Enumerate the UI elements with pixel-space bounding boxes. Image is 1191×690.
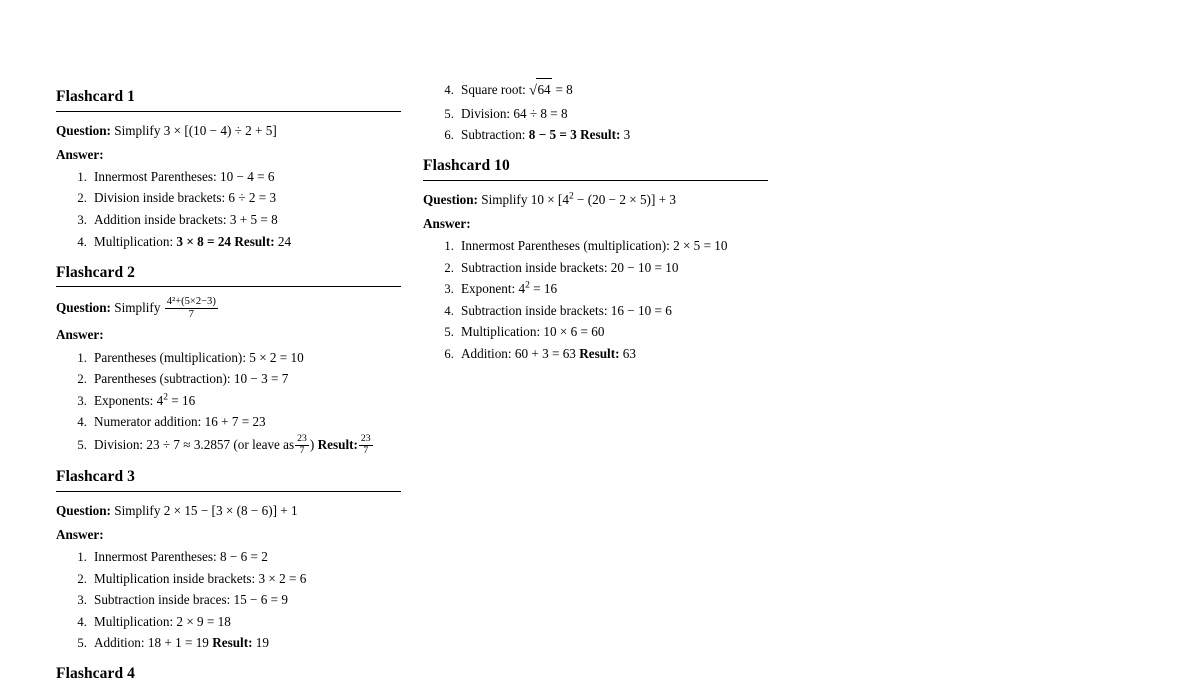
step-label: Division inside brackets:: [94, 190, 226, 206]
step-item: [457, 344, 768, 364]
step-expression: 3 × 8 = 24: [176, 233, 232, 249]
step-expression: 6 ÷ 2 = 3: [228, 190, 277, 206]
flashcard-3-steps: [56, 547, 401, 653]
result-label: Result:: [317, 436, 358, 452]
step-label: Addition inside brackets:: [94, 212, 227, 227]
right-column: [423, 0, 768, 376]
fraction-numerator: 4²+(5×2−3): [166, 296, 216, 308]
step-label: Multiplication inside brackets:: [94, 570, 256, 586]
question-expression: [531, 192, 676, 207]
step-expression: 60 + 3 = 63: [514, 346, 576, 362]
flashcard-10-steps: [423, 236, 768, 364]
step-item: [90, 590, 401, 610]
exponent: 2: [163, 392, 168, 403]
result-label: Result:: [580, 127, 621, 143]
step-label: Subtraction inside brackets:: [461, 259, 608, 275]
question-expression: 2 × 15 − [3 × (8 − 6)] + 1: [163, 502, 298, 518]
step-label: Subtraction inside braces:: [94, 592, 231, 608]
step-item: [457, 279, 768, 299]
step-expression: 10 × 6 = 60: [543, 324, 605, 340]
step-item: [457, 236, 768, 256]
step-item: [90, 612, 401, 632]
flashcard-10-answer-label: [423, 214, 768, 233]
step-item: [90, 210, 401, 230]
flashcard-2-question: [56, 296, 401, 320]
flashcard-4: [56, 665, 401, 688]
step-label: Division:: [461, 105, 511, 121]
step-item: [90, 434, 401, 457]
step-label: Multiplication:: [94, 233, 174, 249]
fraction-numerator: 23: [360, 432, 371, 444]
step-item: [90, 412, 401, 432]
flashcard-2-steps: [56, 348, 401, 457]
question-label: Question:: [56, 300, 111, 316]
step-item: [90, 391, 401, 411]
fraction-denominator: 7: [188, 309, 194, 321]
step-label: Multiplication:: [461, 324, 541, 340]
step-item: [90, 369, 401, 389]
step-expression: 2 × 5 = 10: [673, 238, 728, 254]
step-expression: 16 − 10 = 6: [610, 302, 672, 318]
question-label: Question:: [423, 191, 478, 207]
step-expression-tail: ): [309, 436, 315, 452]
flashcard-1-heading: Flashcard 1: [56, 88, 136, 105]
step-item: [457, 104, 768, 124]
step-expression: 23 ÷ 7 ≈ 3.2857 (or leave as: [146, 436, 295, 452]
step-item: [90, 569, 401, 589]
step-expression: 10 − 3 = 7: [233, 371, 289, 387]
flashcard-10: [423, 157, 768, 364]
step-expression: 18 + 1 = 19: [147, 635, 209, 651]
step-expression: 64 ÷ 8 = 8: [513, 105, 568, 121]
result-value: 19: [255, 635, 269, 651]
step-item: [90, 167, 401, 187]
step-expression: 20 − 10 = 10: [610, 259, 679, 275]
flashcard-1-rule: [56, 111, 401, 112]
step-item: [457, 258, 768, 278]
step-item: [90, 188, 401, 208]
step-label: Innermost Parentheses:: [94, 549, 217, 565]
question-label: Question:: [56, 122, 111, 138]
step-label: Subtraction inside brackets:: [461, 302, 608, 318]
flashcard-3-question: [56, 501, 401, 520]
question-expression: 3 × [(10 − 4) ÷ 2 + 5]: [163, 122, 277, 138]
exp-base: 4: [518, 281, 526, 297]
flashcard-3-rule: [56, 491, 401, 492]
step-label: Parentheses (multiplication):: [94, 349, 246, 365]
flashcard-4-heading: Flashcard 4: [56, 665, 136, 683]
step-label: Subtraction:: [461, 127, 526, 143]
step-label: Exponents:: [94, 392, 154, 408]
result-label: Result:: [212, 635, 253, 651]
step-item: [457, 78, 768, 102]
fraction-denominator: 7: [363, 445, 369, 457]
radicand: 64: [536, 78, 552, 100]
step-label: Addition:: [94, 635, 145, 651]
expr-post: − (20 − 2 × 5)] + 3: [576, 191, 676, 207]
sqrt-expression: [529, 78, 552, 102]
exp-tail: = 16: [533, 281, 558, 297]
question-prefix: Simplify: [481, 191, 528, 207]
step-expression: 8 − 6 = 2: [219, 549, 268, 565]
result-value: 24: [277, 233, 292, 249]
step-label: Addition:: [461, 346, 512, 362]
flashcard-10-heading: Flashcard 10: [423, 157, 510, 175]
step-label: Square root:: [461, 82, 526, 97]
step-label: Division:: [94, 436, 144, 452]
question-fraction: [165, 296, 218, 320]
flashcard-1-steps: [56, 167, 401, 252]
step-label: Innermost Parentheses:: [94, 168, 217, 184]
step-expression: 2 × 9 = 18: [176, 613, 231, 629]
step-expression: 8 − 5 = 3: [528, 127, 577, 143]
exponent: 2: [568, 191, 574, 202]
result-label: Result:: [579, 346, 620, 362]
flashcard-1-answer-label: [56, 145, 401, 164]
step-expression: [157, 393, 196, 408]
exp-tail: = 16: [171, 392, 196, 408]
question-label: Question:: [56, 502, 111, 518]
step-expression: 5 × 2 = 10: [249, 349, 304, 365]
step-expression: 3 + 5 = 8: [229, 212, 278, 227]
answer-label: Answer:: [56, 527, 104, 542]
answer-label: Answer:: [56, 146, 104, 162]
step-label: Numerator addition:: [94, 414, 202, 430]
step-expression: [519, 281, 558, 296]
step-item: [90, 232, 401, 252]
question-prefix: Simplify: [114, 502, 161, 518]
fraction-numerator: 23: [297, 432, 307, 444]
question-prefix: Simplify: [114, 122, 161, 138]
flashcard-1: [56, 88, 401, 252]
flashcard-1-question: [56, 121, 401, 140]
result-fraction: [359, 434, 373, 457]
flashcard-2-answer-label: [56, 325, 401, 344]
step-label: Exponent:: [461, 281, 516, 297]
flashcard-3-answer-label: [56, 525, 401, 544]
flashcard-2-heading: Flashcard 2: [56, 263, 136, 281]
continuation-steps: [423, 78, 768, 145]
step-expression: 16 + 7 = 23: [204, 414, 266, 430]
step-item: [457, 322, 768, 342]
flashcard-2: [56, 264, 401, 457]
exponent: 2: [525, 280, 530, 291]
flashcard-10-question: [423, 190, 768, 209]
expr-pre: 10 × [4: [530, 191, 569, 207]
exp-base: 4: [156, 392, 164, 408]
answer-label: Answer:: [423, 216, 471, 232]
step-item: [90, 633, 401, 653]
step-expression: 3 × 2 = 6: [258, 570, 307, 586]
fraction-denominator: 7: [299, 445, 305, 457]
step-item: [457, 125, 768, 145]
flashcard-2-rule: [56, 286, 401, 287]
step-label: Innermost Parentheses (multiplication):: [461, 238, 670, 254]
answer-label: Answer:: [56, 327, 104, 343]
flashcard-10-rule: [423, 180, 768, 181]
step-label: Parentheses (subtraction):: [94, 371, 231, 387]
result-value: 3: [623, 127, 631, 143]
step-expression: 15 − 6 = 9: [233, 592, 288, 608]
flashcard-3-heading: Flashcard 3: [56, 468, 136, 486]
step-item: [457, 301, 768, 321]
left-column: [56, 0, 401, 690]
step-label: Multiplication:: [94, 613, 174, 629]
radical-icon: √: [529, 82, 537, 99]
inline-fraction: [295, 434, 309, 457]
step-item: [90, 547, 401, 567]
question-prefix: Simplify: [114, 300, 161, 316]
step-item: [90, 348, 401, 368]
sqrt-equals: = 8: [555, 82, 573, 97]
result-value: 63: [622, 346, 636, 362]
step-expression: 10 − 4 = 6: [219, 168, 275, 184]
sqrt-value: 8: [566, 82, 573, 97]
result-label: Result:: [234, 233, 275, 249]
